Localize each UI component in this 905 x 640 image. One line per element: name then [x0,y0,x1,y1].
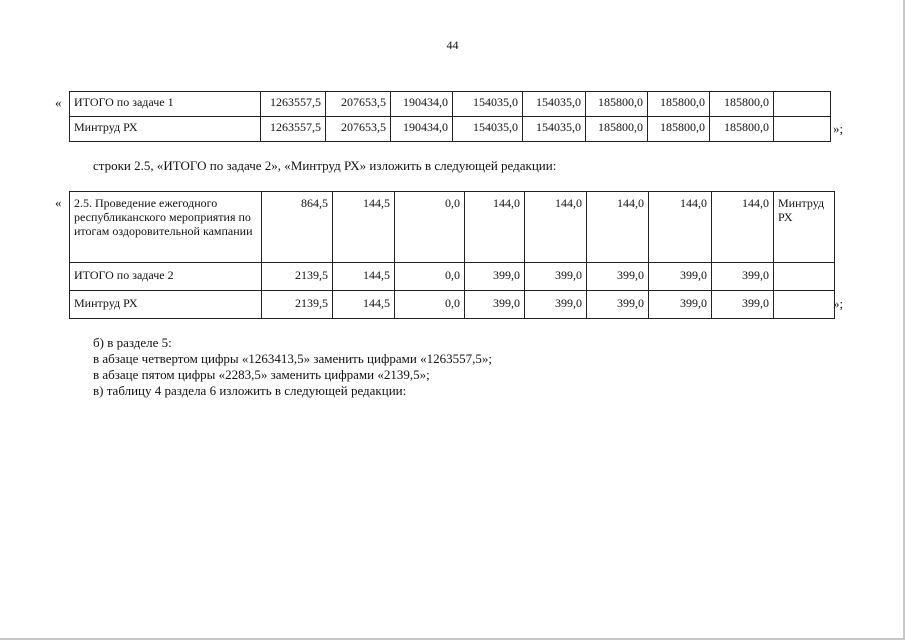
table-row [70,92,831,117]
table-cell [774,117,831,142]
table-cell: 399,0 [649,291,712,319]
table-cell: 190434,0 [391,117,453,142]
table-cell: 2139,5 [262,291,333,319]
table-cell: 399,0 [587,291,649,319]
page-number: 44 [446,38,459,52]
table-row [70,291,835,319]
row-label: Минтруд РХ [70,117,261,142]
table-cell: 2139,5 [262,263,333,291]
table-cell [774,263,835,291]
table-cell: 207653,5 [326,117,391,142]
table-cell: 399,0 [465,263,525,291]
table-cell: 399,0 [525,291,587,319]
table-row [70,263,835,291]
table-cell: 185800,0 [648,117,710,142]
table-task2 [69,191,835,319]
table-totals-task1 [69,91,831,142]
table-cell [774,92,831,117]
table-cell: 144,0 [587,192,649,263]
paragraph-abzac5: в абзаце пятом цифры «2283,5» заменить цифрами «2139,5»; [93,367,430,382]
table-cell: 207653,5 [326,92,391,117]
table-cell: 144,0 [465,192,525,263]
table-cell: 399,0 [525,263,587,291]
row-label: ИТОГО по задаче 1 [70,92,261,117]
table-cell: 154035,0 [523,117,586,142]
table-cell: 185800,0 [586,92,648,117]
table-cell: 1263557,5 [261,92,326,117]
table-cell: 185800,0 [648,92,710,117]
table-row [70,117,831,142]
paragraph-abzac4: в абзаце четвертом цифры «1263413,5» заменить цифрами «1263557,5»; [93,351,492,366]
close-quote-table2: »; [833,296,844,311]
table-cell: 399,0 [712,263,774,291]
table-cell: 154035,0 [453,92,523,117]
table-cell: 185800,0 [710,92,774,117]
table-cell: 399,0 [712,291,774,319]
row-label: Минтруд РХ [70,291,262,319]
table-row [70,192,835,263]
close-quote-table1: »; [833,121,844,136]
table-cell: 144,0 [712,192,774,263]
table-cell: 0,0 [395,192,465,263]
table-cell: 144,5 [333,263,395,291]
table-cell: 399,0 [465,291,525,319]
table-cell: 399,0 [649,263,712,291]
table-cell [774,291,835,319]
paragraph-section5: б) в разделе 5: [93,335,172,350]
open-quote-table1: « [55,95,62,110]
table-cell: 0,0 [395,263,465,291]
table-cell: Минтруд РХ [774,192,835,263]
table-cell: 399,0 [587,263,649,291]
table-cell: 144,5 [333,291,395,319]
table-cell: 185800,0 [586,117,648,142]
table-cell: 144,0 [525,192,587,263]
open-quote-table2: « [55,195,62,210]
row-label: ИТОГО по задаче 2 [70,263,262,291]
paragraph-table4: в) таблицу 4 раздела 6 изложить в следующей редакции: [93,383,407,398]
table-cell: 144,5 [333,192,395,263]
instruction-text: строки 2.5, «ИТОГО по задаче 2», «Минтруд РХ» изложить в следующей редакции: [93,158,557,173]
table-cell: 190434,0 [391,92,453,117]
table-cell: 144,0 [649,192,712,263]
row-label: 2.5. Проведение ежегодного республиканского мероприятия по итогам оздоровительной кампании [70,192,262,263]
table-cell: 1263557,5 [261,117,326,142]
table-cell: 154035,0 [523,92,586,117]
table-cell: 185800,0 [710,117,774,142]
table-cell: 0,0 [395,291,465,319]
table-cell: 864,5 [262,192,333,263]
table-cell: 154035,0 [453,117,523,142]
